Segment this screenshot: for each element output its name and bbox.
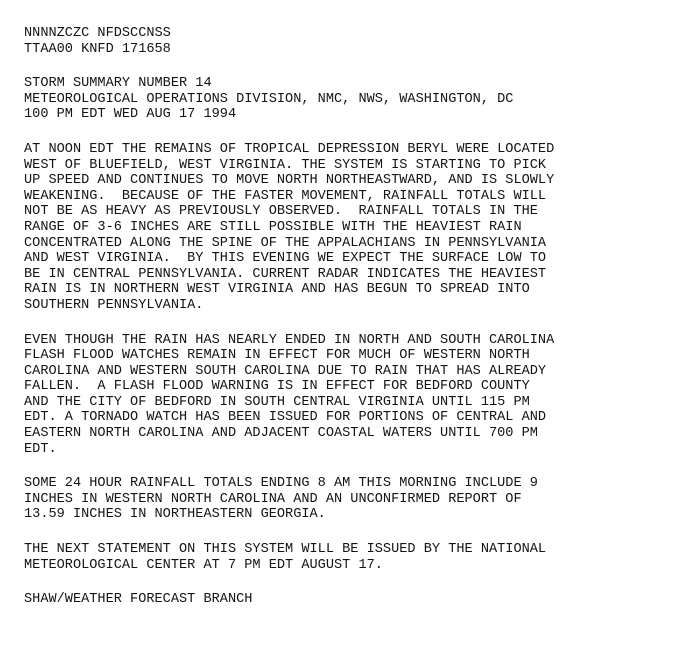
text-line: BE IN CENTRAL PENNSYLVANIA. CURRENT RADAR INDICATES THE HEAVIEST <box>24 266 547 282</box>
text-line: AT NOON EDT THE REMAINS OF TROPICAL DEPRESSION BERYL WERE LOCATED <box>24 141 555 157</box>
paragraph-storm-status <box>24 142 684 314</box>
text-line: NOT BE AS HEAVY AS PREVIOUSLY OBSERVED. RAINFALL TOTALS IN THE <box>24 204 538 220</box>
transmission-header <box>24 26 684 57</box>
header-line: TTAA00 KNFD 171658 <box>24 41 171 57</box>
text-line: SOUTHERN PENNSYLVANIA. <box>24 297 204 313</box>
text-line: CAROLINA AND WESTERN SOUTH CAROLINA DUE TO RAIN THAT HAS ALREADY <box>24 363 547 379</box>
text-line: FLASH FLOOD WATCHES REMAIN IN EFFECT FOR MUCH OF WESTERN NORTH <box>24 348 530 364</box>
text-line: METEOROLOGICAL CENTER AT 7 PM EDT AUGUST 17. <box>24 557 383 573</box>
signature-line: SHAW/WEATHER FORECAST BRANCH <box>24 592 253 608</box>
text-line: UP SPEED AND CONTINUES TO MOVE NORTH NORTHEASTWARD, AND IS SLOWLY <box>24 173 555 189</box>
text-line: AND WEST VIRGINIA. BY THIS EVENING WE EXPECT THE SURFACE LOW TO <box>24 251 547 267</box>
text-line: CONCENTRATED ALONG THE SPINE OF THE APPALACHIANS IN PENNSYLVANIA <box>24 235 547 251</box>
text-line: EASTERN NORTH CAROLINA AND ADJACENT COASTAL WATERS UNTIL 700 PM <box>24 426 538 442</box>
text-line: RANGE OF 3-6 INCHES ARE STILL POSSIBLE WITH THE HEAVIEST RAIN <box>24 219 522 235</box>
text-line: SOME 24 HOUR RAINFALL TOTALS ENDING 8 AM THIS MORNING INCLUDE 9 <box>24 476 538 492</box>
text-line: INCHES IN WESTERN NORTH CAROLINA AND AN UNCONFIRMED REPORT OF <box>24 491 522 507</box>
title-block <box>24 76 684 123</box>
text-line: THE NEXT STATEMENT ON THIS SYSTEM WILL BE ISSUED BY THE NATIONAL <box>24 542 547 558</box>
paragraph-next-statement <box>24 542 684 573</box>
text-line: EVEN THOUGH THE RAIN HAS NEARLY ENDED IN NORTH AND SOUTH CAROLINA <box>24 332 555 348</box>
text-line: 13.59 INCHES IN NORTHEASTERN GEORGIA. <box>24 507 326 523</box>
text-line: EDT. A TORNADO WATCH HAS BEEN ISSUED FOR PORTIONS OF CENTRAL AND <box>24 410 547 426</box>
paragraph-rainfall-totals <box>24 476 684 523</box>
text-line: WEAKENING. BECAUSE OF THE FASTER MOVEMENT, RAINFALL TOTALS WILL <box>24 188 547 204</box>
paragraph-flood-warnings <box>24 333 684 458</box>
header-line: NNNNZCZC NFDSCCNSS <box>24 26 171 41</box>
text-line: FALLEN. A FLASH FLOOD WARNING IS IN EFFECT FOR BEDFORD COUNTY <box>24 379 530 395</box>
signature <box>24 592 684 608</box>
storm-summary-document <box>24 26 684 627</box>
text-line: RAIN IS IN NORTHERN WEST VIRGINIA AND HAS BEGUN TO SPREAD INTO <box>24 282 530 298</box>
document-title: STORM SUMMARY NUMBER 14 <box>24 76 212 92</box>
issuing-office: METEOROLOGICAL OPERATIONS DIVISION, NMC, NWS, WASHINGTON, DC <box>24 91 514 107</box>
issue-time: 100 PM EDT WED AUG 17 1994 <box>24 107 237 123</box>
text-line: AND THE CITY OF BEDFORD IN SOUTH CENTRAL VIRGINIA UNTIL 115 PM <box>24 394 530 410</box>
text-line: EDT. <box>24 441 57 457</box>
text-line: WEST OF BLUEFIELD, WEST VIRGINIA. THE SYSTEM IS STARTING TO PICK <box>24 157 547 173</box>
